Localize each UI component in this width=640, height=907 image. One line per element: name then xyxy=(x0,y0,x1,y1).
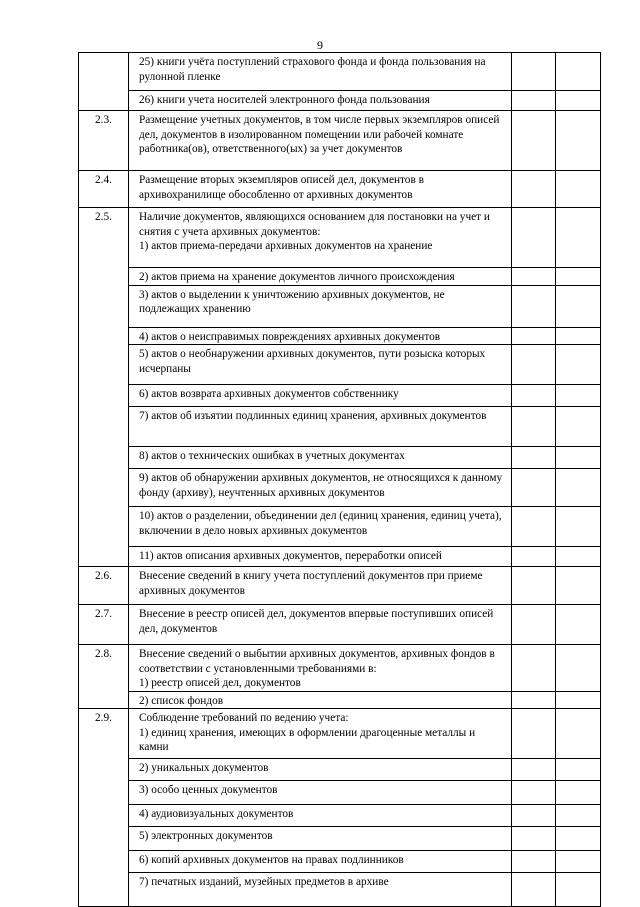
table-row xyxy=(79,827,601,851)
item-text: Внесение сведений о выбытии архивных документов, архивных фондов в соответствии с установленными требованиями в: 1) реестр описей дел, документов xyxy=(129,645,512,692)
table-row xyxy=(79,851,601,873)
result-cell xyxy=(512,873,556,907)
table-row xyxy=(79,645,601,692)
result-cell xyxy=(512,507,556,547)
result-cell xyxy=(512,645,556,692)
note-cell xyxy=(556,91,601,111)
inspection-checklist-table xyxy=(78,52,601,907)
note-cell xyxy=(556,605,601,645)
note-cell xyxy=(556,407,601,447)
item-number xyxy=(79,873,129,907)
item-number: 2.3. xyxy=(79,111,129,171)
item-text: 10) актов о разделении, объединении дел (единиц хранения, единиц учета), включении в дело новых архивных документов xyxy=(129,507,512,547)
table-row xyxy=(79,805,601,827)
item-text: Внесение в реестр описей дел, документов впервые поступивших описей дел, документов xyxy=(129,605,512,645)
item-text: 2) список фондов xyxy=(129,691,512,709)
note-cell xyxy=(556,759,601,781)
result-cell xyxy=(512,53,556,91)
item-text: 26) книги учета носителей электронного фонда пользования xyxy=(129,91,512,111)
note-cell xyxy=(556,781,601,805)
note-cell xyxy=(556,327,601,345)
item-number xyxy=(79,285,129,327)
note-cell xyxy=(556,345,601,385)
item-text: Внесение сведений в книгу учета поступлений документов при приеме архивных документов xyxy=(129,567,512,605)
note-cell xyxy=(556,469,601,507)
table-row xyxy=(79,53,601,91)
table-row xyxy=(79,407,601,447)
table-row xyxy=(79,873,601,907)
result-cell xyxy=(512,805,556,827)
item-text: Размещение учетных документов, в том числе первых экземпляров описей дел, документов в изолированном помещении или рабочей комнате работника(ов), ответственного(ых) за учет документов xyxy=(129,111,512,171)
note-cell xyxy=(556,851,601,873)
note-cell xyxy=(556,208,601,268)
table-row xyxy=(79,385,601,407)
result-cell xyxy=(512,171,556,208)
item-number xyxy=(79,547,129,567)
item-number: 2.8. xyxy=(79,645,129,692)
result-cell xyxy=(512,385,556,407)
table-row xyxy=(79,691,601,709)
result-cell xyxy=(512,827,556,851)
table-row xyxy=(79,447,601,469)
item-text: 3) особо ценных документов xyxy=(129,781,512,805)
item-text: 5) актов о необнаружении архивных документов, пути розыска которых исчерпаны xyxy=(129,345,512,385)
result-cell xyxy=(512,208,556,268)
result-cell xyxy=(512,345,556,385)
item-number: 2.7. xyxy=(79,605,129,645)
note-cell xyxy=(556,111,601,171)
item-text: 3) актов о выделении к уничтожению архивных документов, не подлежащих хранению xyxy=(129,285,512,327)
item-number xyxy=(79,827,129,851)
item-text: 7) печатных изданий, музейных предметов в архиве xyxy=(129,873,512,907)
item-text: 25) книги учёта поступлений страхового фонда и фонда пользования на рулонной пленке xyxy=(129,53,512,91)
item-text: 2) уникальных документов xyxy=(129,759,512,781)
item-text: 5) электронных документов xyxy=(129,827,512,851)
note-cell xyxy=(556,645,601,692)
result-cell xyxy=(512,851,556,873)
item-number: 2.6. xyxy=(79,567,129,605)
item-number xyxy=(79,781,129,805)
result-cell xyxy=(512,447,556,469)
note-cell xyxy=(556,805,601,827)
item-number xyxy=(79,469,129,507)
result-cell xyxy=(512,709,556,759)
item-text: 8) актов о технических ошибках в учетных документах xyxy=(129,447,512,469)
item-text: 7) актов об изъятии подлинных единиц хранения, архивных документов xyxy=(129,407,512,447)
note-cell xyxy=(556,385,601,407)
item-number xyxy=(79,851,129,873)
table-row xyxy=(79,507,601,547)
item-number: 2.5. xyxy=(79,208,129,268)
item-text: 11) актов описания архивных документов, переработки описей xyxy=(129,547,512,567)
table-row xyxy=(79,111,601,171)
table-row xyxy=(79,327,601,345)
note-cell xyxy=(556,691,601,709)
result-cell xyxy=(512,268,556,286)
item-number xyxy=(79,447,129,469)
item-number xyxy=(79,507,129,547)
item-number xyxy=(79,345,129,385)
result-cell xyxy=(512,567,556,605)
table-row xyxy=(79,709,601,759)
item-text: 6) актов возврата архивных документов собственнику xyxy=(129,385,512,407)
item-number xyxy=(79,327,129,345)
table-row xyxy=(79,605,601,645)
item-number xyxy=(79,805,129,827)
note-cell xyxy=(556,285,601,327)
item-number: 2.4. xyxy=(79,171,129,208)
table-row xyxy=(79,91,601,111)
result-cell xyxy=(512,407,556,447)
result-cell xyxy=(512,285,556,327)
table-row xyxy=(79,547,601,567)
table-row xyxy=(79,567,601,605)
item-number xyxy=(79,407,129,447)
item-text: Наличие документов, являющихся основанием для постановки на учет и снятия с учета архивных документов: 1) актов приема-передачи архивных документов на хранение xyxy=(129,208,512,268)
note-cell xyxy=(556,447,601,469)
note-cell xyxy=(556,171,601,208)
result-cell xyxy=(512,469,556,507)
item-number xyxy=(79,691,129,709)
note-cell xyxy=(556,547,601,567)
result-cell xyxy=(512,691,556,709)
table-row xyxy=(79,171,601,208)
item-text: 4) актов о неисправимых повреждениях архивных документов xyxy=(129,327,512,345)
table-row xyxy=(79,345,601,385)
item-text: 2) актов приема на хранение документов личного происхождения xyxy=(129,268,512,286)
result-cell xyxy=(512,327,556,345)
table-row xyxy=(79,759,601,781)
note-cell xyxy=(556,709,601,759)
note-cell xyxy=(556,827,601,851)
note-cell xyxy=(556,268,601,286)
note-cell xyxy=(556,567,601,605)
result-cell xyxy=(512,781,556,805)
item-number xyxy=(79,53,129,91)
item-text: 4) аудиовизуальных документов xyxy=(129,805,512,827)
table-row xyxy=(79,781,601,805)
item-number: 2.9. xyxy=(79,709,129,759)
item-text: Размещение вторых экземпляров описей дел, документов в архивохранилище обособленно от архивных документов xyxy=(129,171,512,208)
item-text: 9) актов об обнаружении архивных документов, не относящихся к данному фонду (архиву), неучтенных архивных документов xyxy=(129,469,512,507)
table-row xyxy=(79,208,601,268)
item-text: Соблюдение требований по ведению учета: 1) единиц хранения, имеющих в оформлении драгоценные металлы и камни xyxy=(129,709,512,759)
result-cell xyxy=(512,111,556,171)
result-cell xyxy=(512,547,556,567)
item-text: 6) копий архивных документов на правах подлинников xyxy=(129,851,512,873)
table-row xyxy=(79,469,601,507)
result-cell xyxy=(512,759,556,781)
note-cell xyxy=(556,507,601,547)
note-cell xyxy=(556,53,601,91)
item-number xyxy=(79,268,129,286)
result-cell xyxy=(512,91,556,111)
note-cell xyxy=(556,873,601,907)
item-number xyxy=(79,385,129,407)
item-number xyxy=(79,91,129,111)
page-number: 9 xyxy=(317,38,323,52)
item-number xyxy=(79,759,129,781)
table-row xyxy=(79,268,601,286)
table-row xyxy=(79,285,601,327)
result-cell xyxy=(512,605,556,645)
